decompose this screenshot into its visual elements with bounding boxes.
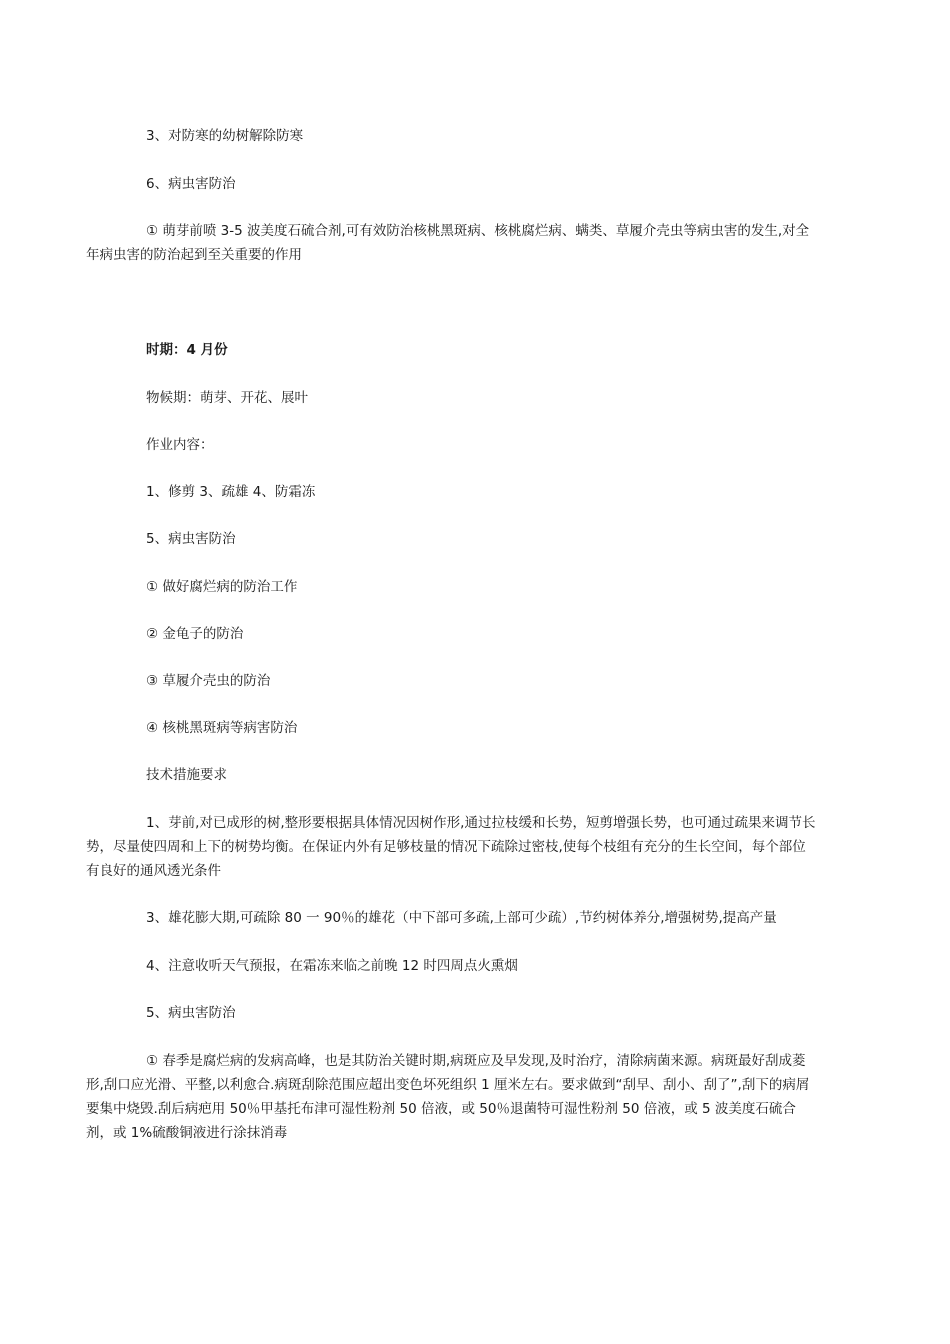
paragraph-task-list: 1、修剪 3、疏雄 4、防霜冻 bbox=[146, 484, 316, 500]
paragraph-frost-protection: 4、注意收听天气预报，在霜冻来临之前晚 12 时四周点火熏烟 bbox=[146, 958, 518, 974]
paragraph-remove-cold-protection: 3、对防寒的幼树解除防寒 bbox=[146, 128, 304, 144]
paragraph-work-content: 作业内容： bbox=[146, 437, 214, 453]
list-item-canker: ① 做好腐烂病的防治工作 bbox=[146, 579, 298, 595]
list-item-scale-insect: ③ 草履介壳虫的防治 bbox=[146, 673, 271, 689]
paragraph-canker-treatment: ① 春季是腐烂病的发病高峰，也是其防治关键时期,病斑应及早发现,及时治疗，清除病菌来源。病斑最好刮成菱形,刮口应光滑、平整,以利愈合.病斑刮除范围应超出变色坏死组织 1 厘米左右。要求做到“刮早、刮小、刮了”,刮下的病屑要集中烧毁.刮后病疤用 50％甲基托布津可湿性粉剂 50 倍液，或 50％退菌特可湿性粉剂 50 倍液，或 5 波美度石硫合剂，或 1%硫酸铜液进行涂抹消毒 bbox=[86, 1053, 810, 1141]
paragraph-male-flower-thinning: 3、雄花膨大期,可疏除 80 一 90％的雄花（中下部可多疏,上部可少疏）,节约树体养分,增强树势,提高产量 bbox=[146, 910, 777, 926]
paragraph-phenology: 物候期：萌芽、开花、展叶 bbox=[146, 390, 308, 406]
paragraph-lime-sulfur-spray: ① 萌芽前喷 3-5 波美度石硫合剂,可有效防治核桃黑斑病、核桃腐烂病、螨类、草履介壳虫等病虫害的发生,对全年病虫害的防治起到至关重要的作用 bbox=[86, 223, 810, 263]
paragraph-technical-requirements: 技术措施要求 bbox=[146, 767, 227, 783]
list-item-chafer: ② 金龟子的防治 bbox=[146, 626, 244, 642]
paragraph-pest-control: 5、病虫害防治 bbox=[146, 531, 236, 547]
paragraph-pest-control-heading: 6、病虫害防治 bbox=[146, 176, 236, 192]
list-item-black-spot: ④ 核桃黑斑病等病害防治 bbox=[146, 720, 298, 736]
section-heading-april: 时期：4 月份 bbox=[146, 342, 228, 358]
paragraph-pest-control-2: 5、病虫害防治 bbox=[146, 1005, 236, 1021]
paragraph-pruning: 1、芽前,对已成形的树,整形要根据具体情况因树作形,通过拉枝缓和长势，短剪增强长势，也可通过疏果来调节长势，尽量使四周和上下的树势均衡。在保证内外有足够枝量的情况下疏除过密枝,使每个枝组有充分的生长空间，每个部位有良好的通风透光条件 bbox=[86, 815, 816, 879]
